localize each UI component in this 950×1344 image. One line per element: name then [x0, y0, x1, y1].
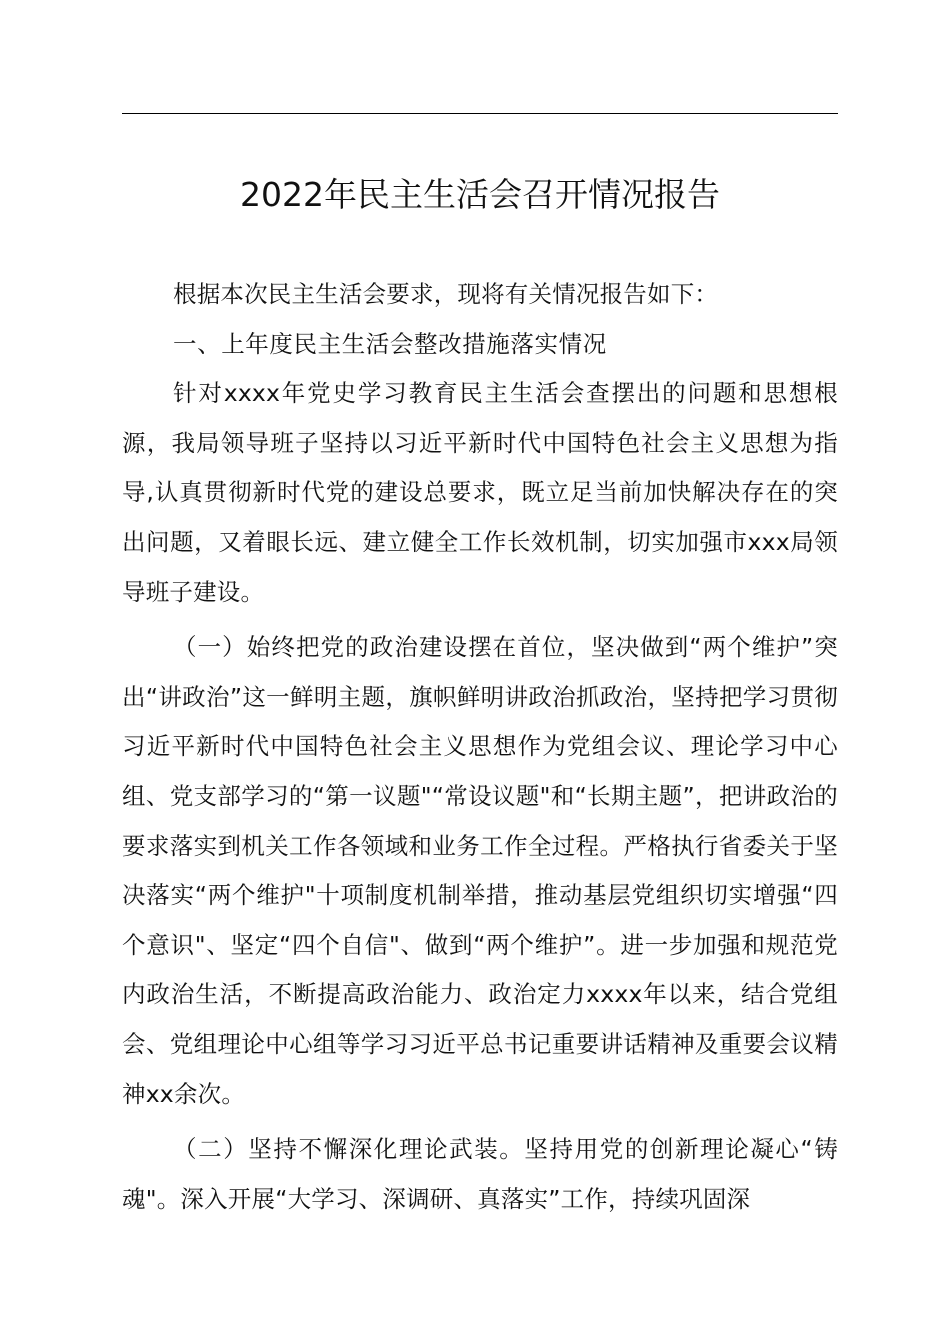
document-body	[122, 270, 838, 1224]
intro-paragraph: 根据本次民主生活会要求，现将有关情况报告如下：	[173, 280, 719, 308]
document-title: 2022年民主生活会召开情况报告	[240, 175, 720, 214]
section-1-heading: 一、上年度民主生活会整改措施落实情况	[173, 329, 607, 358]
item-1-paragraph: （一）始终把党的政治建设摆在首位，坚决做到“两个维护”突出“讲政治”这一鲜明主题，旗帜鲜明讲政治抓政治，坚持把学习贯彻习近平新时代中国特色社会主义思想作为党组会议、理论学习中心组、党支部学习的“第一议题"“常设议题"和“长期主题”，把讲政治的要求落实到机关工作各领域和业务工作全过程。严格执行省委关于坚决落实“两个维护"十项制度机制举措，推动基层党组织切实增强“四个意识"、坚定“四个自信"、做到“两个维护”。进一步加强和规范党内政治生活，不断提高政治能力、政治定力xxxx年以来，结合党组会、党组理论中心组等学习习近平总书记重要讲话精神及重要会议精神xx余次。	[122, 633, 838, 1108]
header-rule	[122, 113, 838, 114]
section-1-paragraph: 针对xxxx年党史学习教育民主生活会查摆出的问题和思想根源，我局领导班子坚持以习近平新时代中国特色社会主义思想为指导,认真贯彻新时代党的建设总要求，既立足当前加快解决存在的突出问题，又着眼长远、建立健全工作长效机制，切实加强市xxx局领导班子建设。	[122, 379, 838, 606]
item-2-paragraph: （二）坚持不懈深化理论武装。坚持用党的创新理论凝心“铸魂"。深入开展“大学习、深调研、真落实”工作，持续巩固深	[122, 1135, 838, 1213]
